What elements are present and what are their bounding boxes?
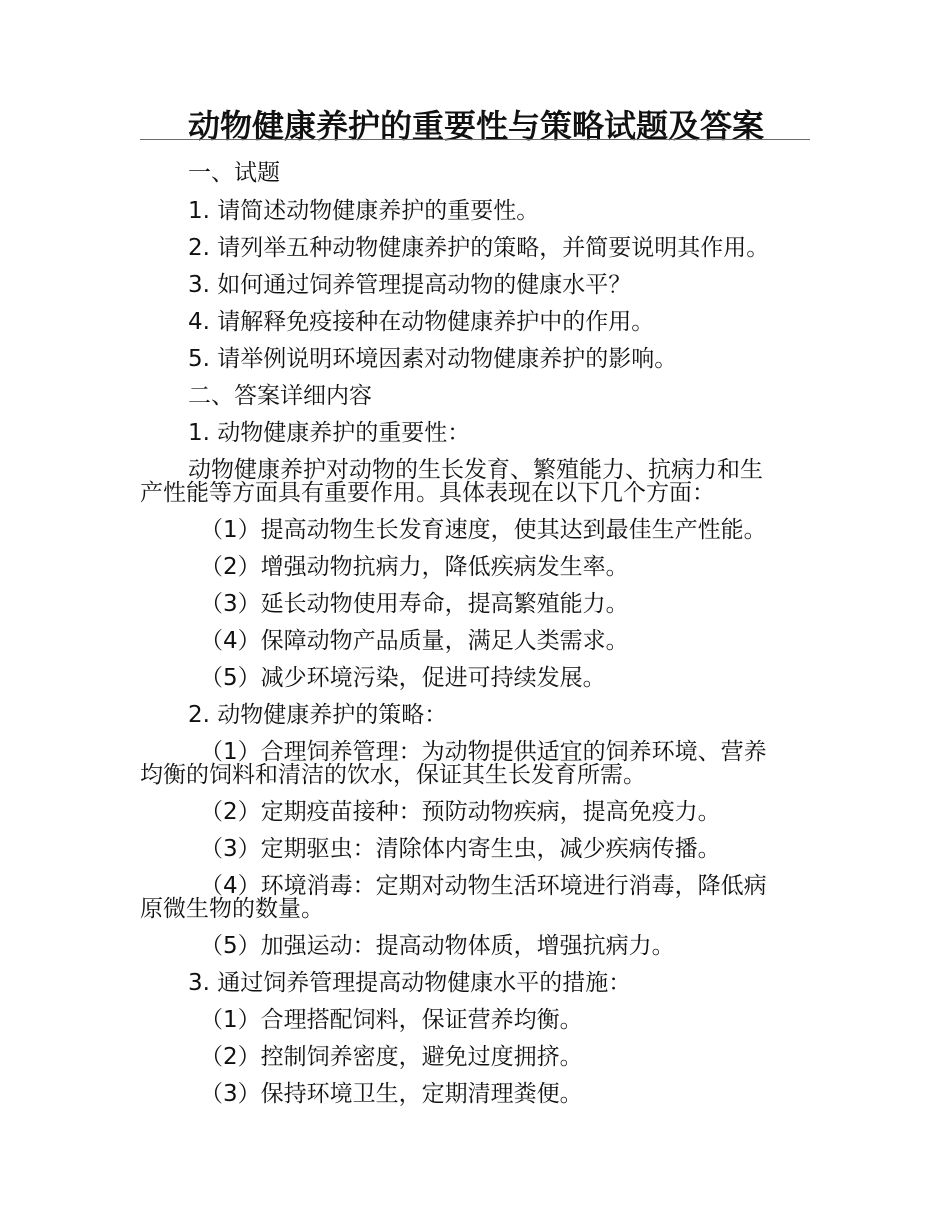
answer-3-heading: 3. 通过饲养管理提高动物健康水平的措施： xyxy=(188,970,632,996)
answer-1-item-3: （3）延长动物使用寿命，提高繁殖能力。 xyxy=(200,591,629,617)
document-title: 动物健康养护的重要性与策略试题及答案 xyxy=(188,107,765,145)
answer-2-item-1-line-1: （1）合理饲养管理：为动物提供适宜的饲养环境、营养 xyxy=(200,739,767,765)
answer-2-item-1-line-2: 均衡的饲料和清洁的饮水，保证其生长发育所需。 xyxy=(140,762,646,788)
answer-1-item-4: （4）保障动物产品质量，满足人类需求。 xyxy=(200,628,629,654)
section-heading-answers: 二、答案详细内容 xyxy=(188,383,372,409)
question-4: 4. 请解释免疫接种在动物健康养护中的作用。 xyxy=(188,309,655,335)
question-3: 3. 如何通过饲养管理提高动物的健康水平？ xyxy=(188,272,632,298)
answer-2-heading: 2. 动物健康养护的策略： xyxy=(188,702,448,728)
answer-2-item-2: （2）定期疫苗接种：预防动物疾病，提高免疫力。 xyxy=(200,799,721,825)
answer-1-paragraph-line-2: 产性能等方面具有重要作用。具体表现在以下几个方面： xyxy=(140,480,715,506)
answer-2-item-4-line-1: （4）环境消毒：定期对动物生活环境进行消毒，降低病 xyxy=(200,873,767,899)
answer-1-item-1: （1）提高动物生长发育速度，使其达到最佳生产性能。 xyxy=(200,517,767,543)
answer-1-item-5: （5）减少环境污染，促进可持续发展。 xyxy=(200,665,606,691)
answer-1-item-2: （2）增强动物抗病力，降低疾病发生率。 xyxy=(200,554,629,580)
question-2: 2. 请列举五种动物健康养护的策略，并简要说明其作用。 xyxy=(188,235,770,261)
answer-3-item-3: （3）保持环境卫生，定期清理粪便。 xyxy=(200,1081,583,1107)
answer-1-heading: 1. 动物健康养护的重要性： xyxy=(188,420,471,446)
section-heading-questions: 一、试题 xyxy=(188,160,280,186)
answer-2-item-3: （3）定期驱虫：清除体内寄生虫，减少疾病传播。 xyxy=(200,836,721,862)
title-underline xyxy=(140,139,810,140)
answer-2-item-4-line-2: 原微生物的数量。 xyxy=(140,896,324,922)
answer-3-item-1: （1）合理搭配饲料，保证营养均衡。 xyxy=(200,1007,583,1033)
question-1: 1. 请简述动物健康养护的重要性。 xyxy=(188,198,540,224)
question-5: 5. 请举例说明环境因素对动物健康养护的影响。 xyxy=(188,346,678,372)
answer-1-paragraph-line-1: 动物健康养护对动物的生长发育、繁殖能力、抗病力和生 xyxy=(188,457,763,483)
answer-2-item-5: （5）加强运动：提高动物体质，增强抗病力。 xyxy=(200,933,675,959)
answer-3-item-2: （2）控制饲养密度，避免过度拥挤。 xyxy=(200,1044,583,1070)
